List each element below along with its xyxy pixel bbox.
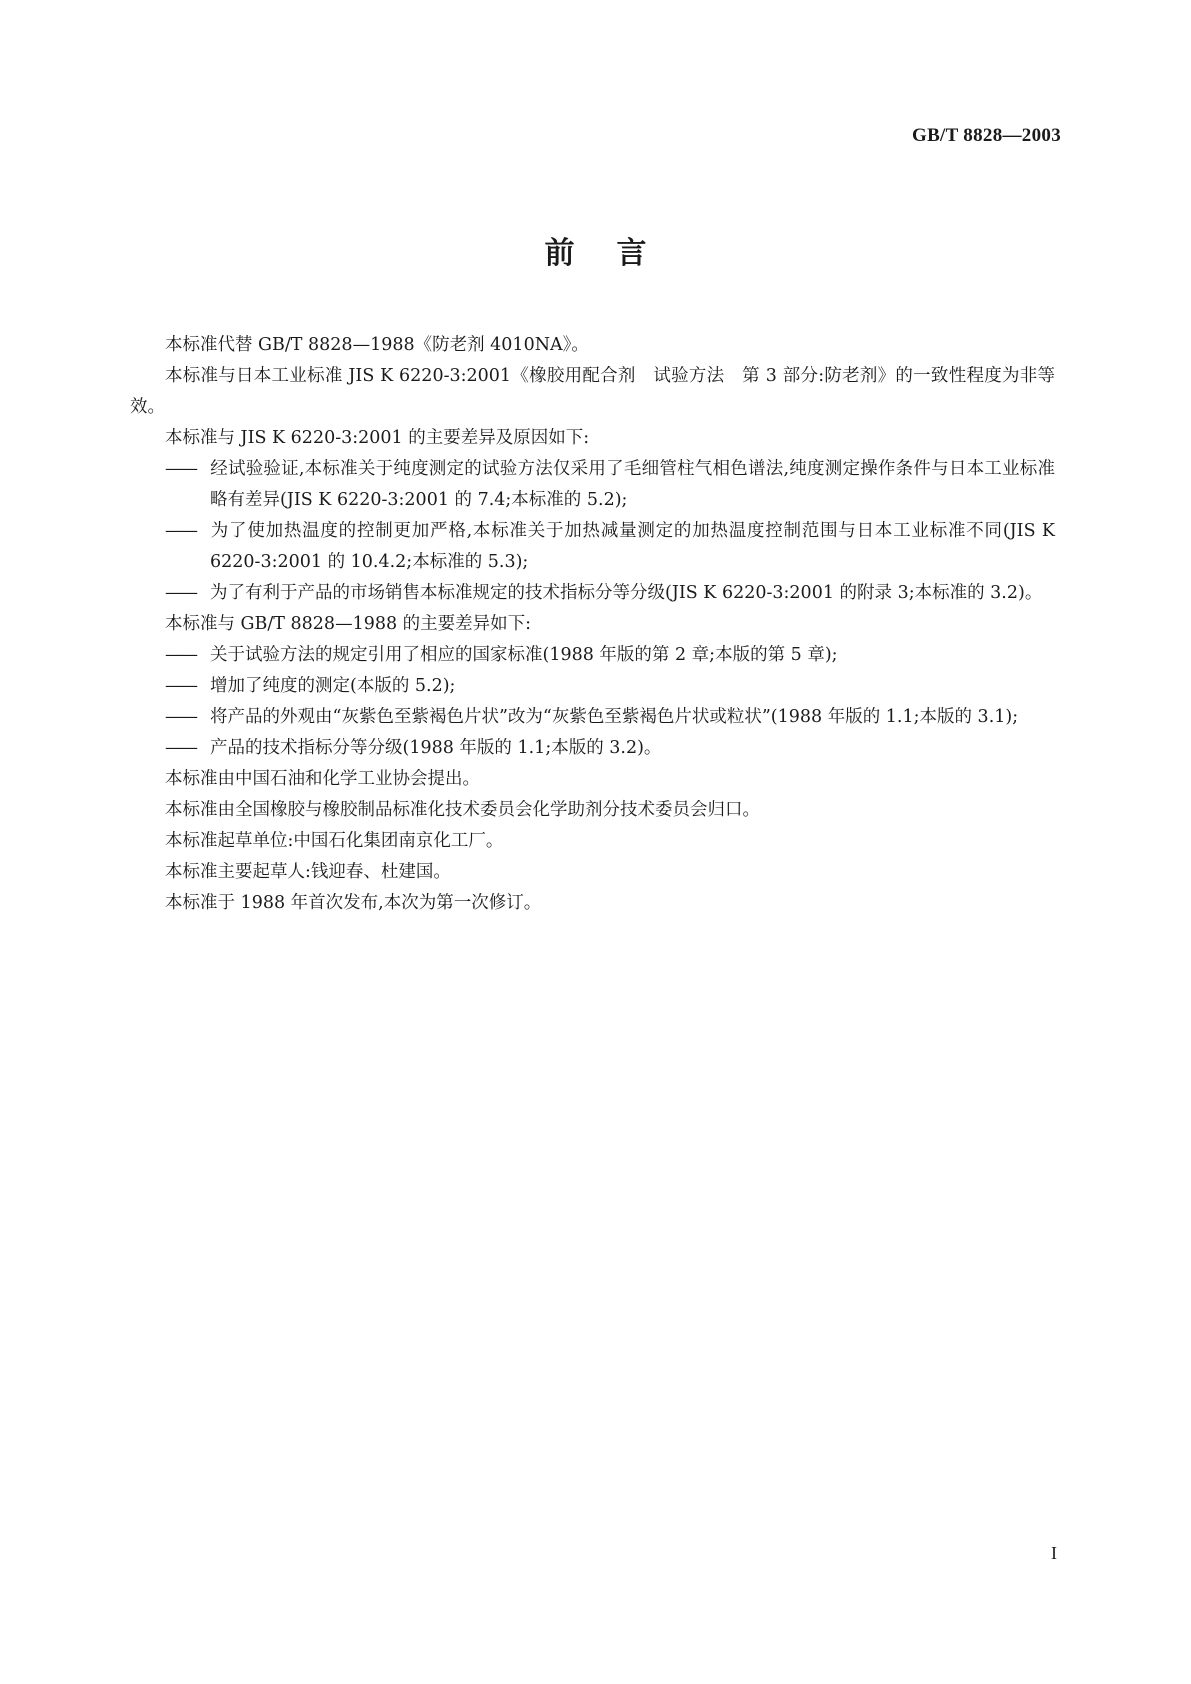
dash-mark: ——: [165, 459, 196, 479]
list-item-text: 经试验验证,本标准关于纯度测定的试验方法仅采用了毛细管柱气相色谱法,纯度测定操作条件与日本工业标准略有差异(JIS K 6220-3:2001 的 7.4;本标准的 5.2);: [210, 459, 1055, 510]
list-item-text: 将产品的外观由“灰紫色至紫褐色片状”改为“灰紫色至紫褐色片状或粒状”(1988 年版的 1.1;本版的 3.1);: [210, 707, 1019, 727]
page-title: 前言: [544, 236, 689, 271]
dash-mark: ——: [165, 676, 196, 696]
list-item: [130, 516, 1055, 578]
paragraph-proposer: 本标准由中国石油和化学工业协会提出。: [165, 769, 480, 789]
foreword-body: [130, 330, 1055, 919]
list-item: [130, 640, 1055, 671]
paragraph-jis-differences-intro: 本标准与 JIS K 6220-3:2001 的主要差异及原因如下:: [165, 428, 590, 448]
paragraph-drafting-unit: 本标准起草单位:中国石化集团南京化工厂。: [165, 831, 504, 851]
list-item-text: 为了使加热温度的控制更加严格,本标准关于加热减量测定的加热温度控制范围与日本工业标准不同(JIS K 6220-3:2001 的 10.4.2;本标准的 5.3);: [210, 521, 1055, 572]
standard-code: GB/T 8828—2003: [911, 125, 1061, 146]
paragraph-history: 本标准于 1988 年首次发布,本次为第一次修订。: [165, 893, 542, 913]
dash-mark: ——: [165, 707, 196, 727]
paragraph-replaces: 本标准代替 GB/T 8828—1988《防老剂 4010NA》。: [165, 335, 589, 355]
list-item-text: 关于试验方法的规定引用了相应的国家标准(1988 年版的第 2 章;本版的第 5 章);: [210, 645, 838, 665]
list-item: [130, 702, 1055, 733]
list-item-text: 产品的技术指标分等分级(1988 年版的 1.1;本版的 3.2)。: [210, 738, 662, 758]
paragraph-old-differences-intro: 本标准与 GB/T 8828—1988 的主要差异如下:: [165, 614, 532, 634]
list-item: [130, 733, 1055, 764]
list-item: [130, 578, 1055, 609]
list-item: [130, 454, 1055, 516]
list-item: [130, 671, 1055, 702]
paragraph-equivalence: 本标准与日本工业标准 JIS K 6220-3:2001《橡胶用配合剂 试验方法 第 3 部分:防老剂》的一致性程度为非等效。: [130, 366, 1055, 417]
paragraph-committee: 本标准由全国橡胶与橡胶制品标准化技术委员会化学助剂分技术委员会归口。: [165, 800, 760, 820]
page-number: I: [1051, 1543, 1057, 1563]
paragraph-drafters: 本标准主要起草人:钱迎春、杜建国。: [165, 862, 451, 882]
list-item-text: 为了有利于产品的市场销售本标准规定的技术指标分等分级(JIS K 6220-3:2001 的附录 3;本标准的 3.2)。: [210, 583, 1043, 603]
list-item-text: 增加了纯度的测定(本版的 5.2);: [210, 676, 456, 696]
dash-mark: ——: [165, 583, 196, 603]
dash-mark: ——: [165, 521, 196, 541]
dash-mark: ——: [165, 738, 196, 758]
dash-mark: ——: [165, 645, 196, 665]
